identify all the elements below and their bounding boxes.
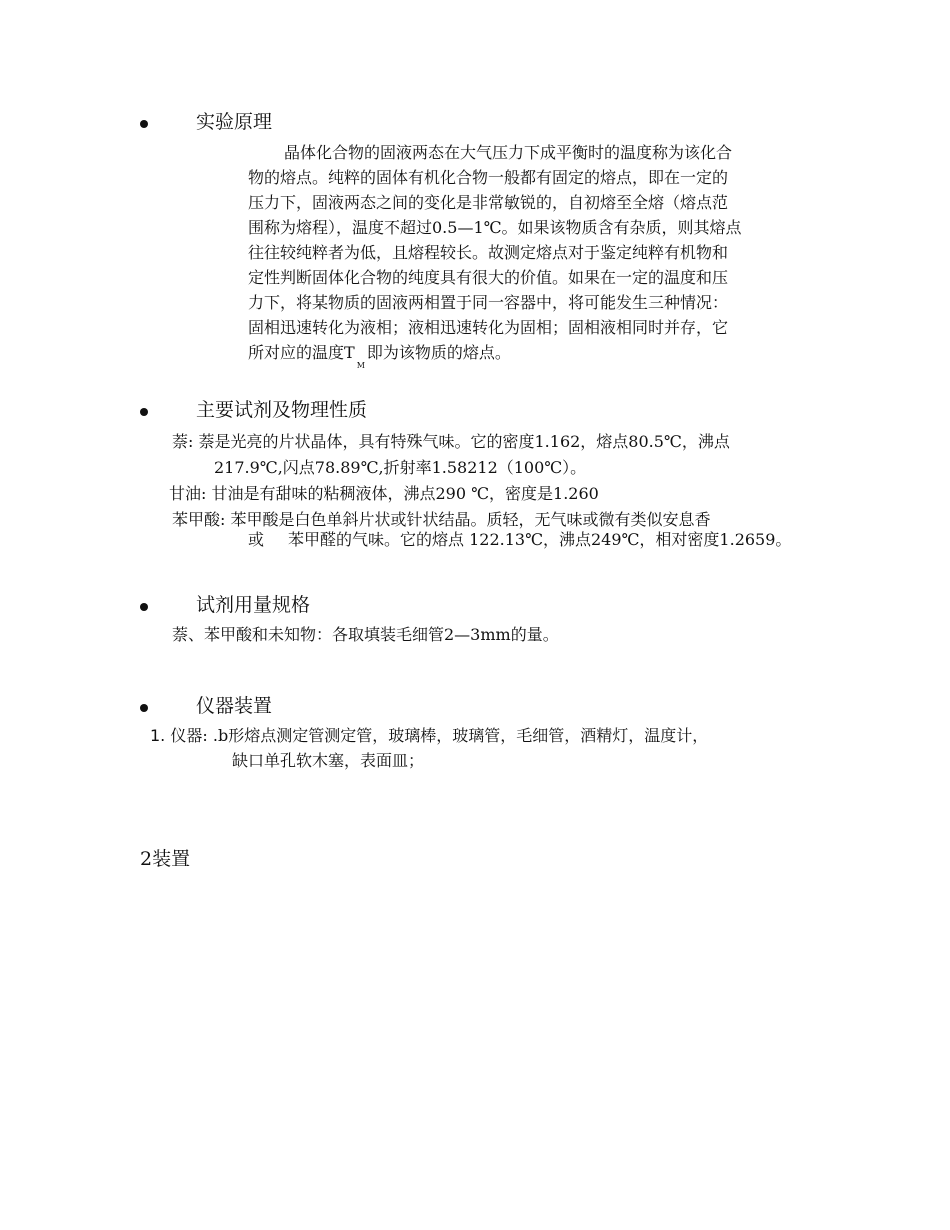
principle-paragraph (248, 140, 814, 370)
principle-line-7: 力下，将某物质的固液两相置于同一容器中，将可能发生三种情况： (248, 293, 729, 312)
apparatus-line-1 (150, 723, 708, 748)
benzoic-or: 或 (248, 530, 265, 549)
principle-line-9 (248, 340, 814, 370)
naphthalene-label: 萘: (172, 432, 194, 451)
glycerol-description: 甘油是有甜味的粘稠液体，沸点290 ℃，密度是1.260 (211, 484, 599, 503)
benzoic-label: 苯甲酸: (172, 510, 226, 529)
bullet-reagents (140, 408, 148, 416)
benzoic-description: 苯甲酸是白色单斜片状或针状结晶。质轻，无气味或微有类似安息香 (230, 510, 711, 529)
bullet-amount (140, 603, 148, 611)
principle-line-2: 物的熔点。纯粹的固体有机化合物一般都有固定的熔点，即在一定的 (248, 168, 729, 187)
principle-line-3: 压力下，固液两态之间的变化是非常敏锐的，自初熔至全熔（熔点范 (248, 193, 729, 212)
apparatus-label: 仪器: (170, 726, 208, 745)
principle-line-5: 往往较纯粹者为低，且熔程较长。故测定熔点对于鉴定纯粹有机物和 (248, 243, 729, 262)
amount-text: 萘、苯甲酸和未知物：各取填装毛细管2—3mm的量。 (172, 625, 559, 644)
naphthalene-line-2: 217.9℃,闪点78.89℃,折射率1.58212（100℃）。 (214, 458, 587, 477)
melting-point-subscript: M (356, 361, 365, 370)
principle-line-8: 固相迅速转化为液相；液相迅速转化为固相；固相液相同时并存，它 (248, 318, 729, 337)
bullet-principle (140, 120, 148, 128)
benzoic-description-2: 苯甲醛的气味。它的熔点 122.13℃，沸点249℃，相对密度1.2659。 (288, 530, 792, 549)
glycerol-label: 甘油: (169, 484, 207, 503)
heading-device: 2装置 (140, 848, 191, 870)
heading-apparatus: 仪器装置 (196, 695, 273, 717)
heading-reagents: 主要试剂及物理性质 (196, 399, 368, 421)
principle-line-1: 晶体化合物的固液两态在大气压力下成平衡时的温度称为该化合 (284, 143, 733, 162)
principle-line-6: 定性判断固体化合物的纯度具有很大的价值。如果在一定的温度和压 (248, 268, 729, 287)
naphthalene-description: 萘是光亮的片状晶体，具有特殊气味。它的密度1.162，熔点80.5℃，沸点 (198, 432, 730, 451)
principle-line-9-after: 即为该物质的熔点。 (366, 343, 511, 362)
apparatus-item-number: 1. (150, 726, 166, 745)
heading-principle: 实验原理 (196, 111, 273, 133)
apparatus-list: .b形熔点测定管测定管，玻璃棒，玻璃管，毛细管，酒精灯，温度计， (212, 726, 709, 745)
principle-line-4: 围称为熔程），温度不超过0.5—1℃。如果该物质含有杂质，则其熔点 (248, 218, 742, 237)
bullet-apparatus (140, 704, 148, 712)
heading-amount: 试剂用量规格 (196, 594, 311, 616)
glycerol-line (169, 481, 599, 506)
naphthalene-line-1 (172, 429, 730, 454)
benzoic-line-2 (248, 527, 791, 552)
principle-line-9-before: 所对应的温度T (248, 343, 355, 362)
apparatus-line-2: 缺口单孔软木塞，表面皿； (232, 751, 425, 770)
